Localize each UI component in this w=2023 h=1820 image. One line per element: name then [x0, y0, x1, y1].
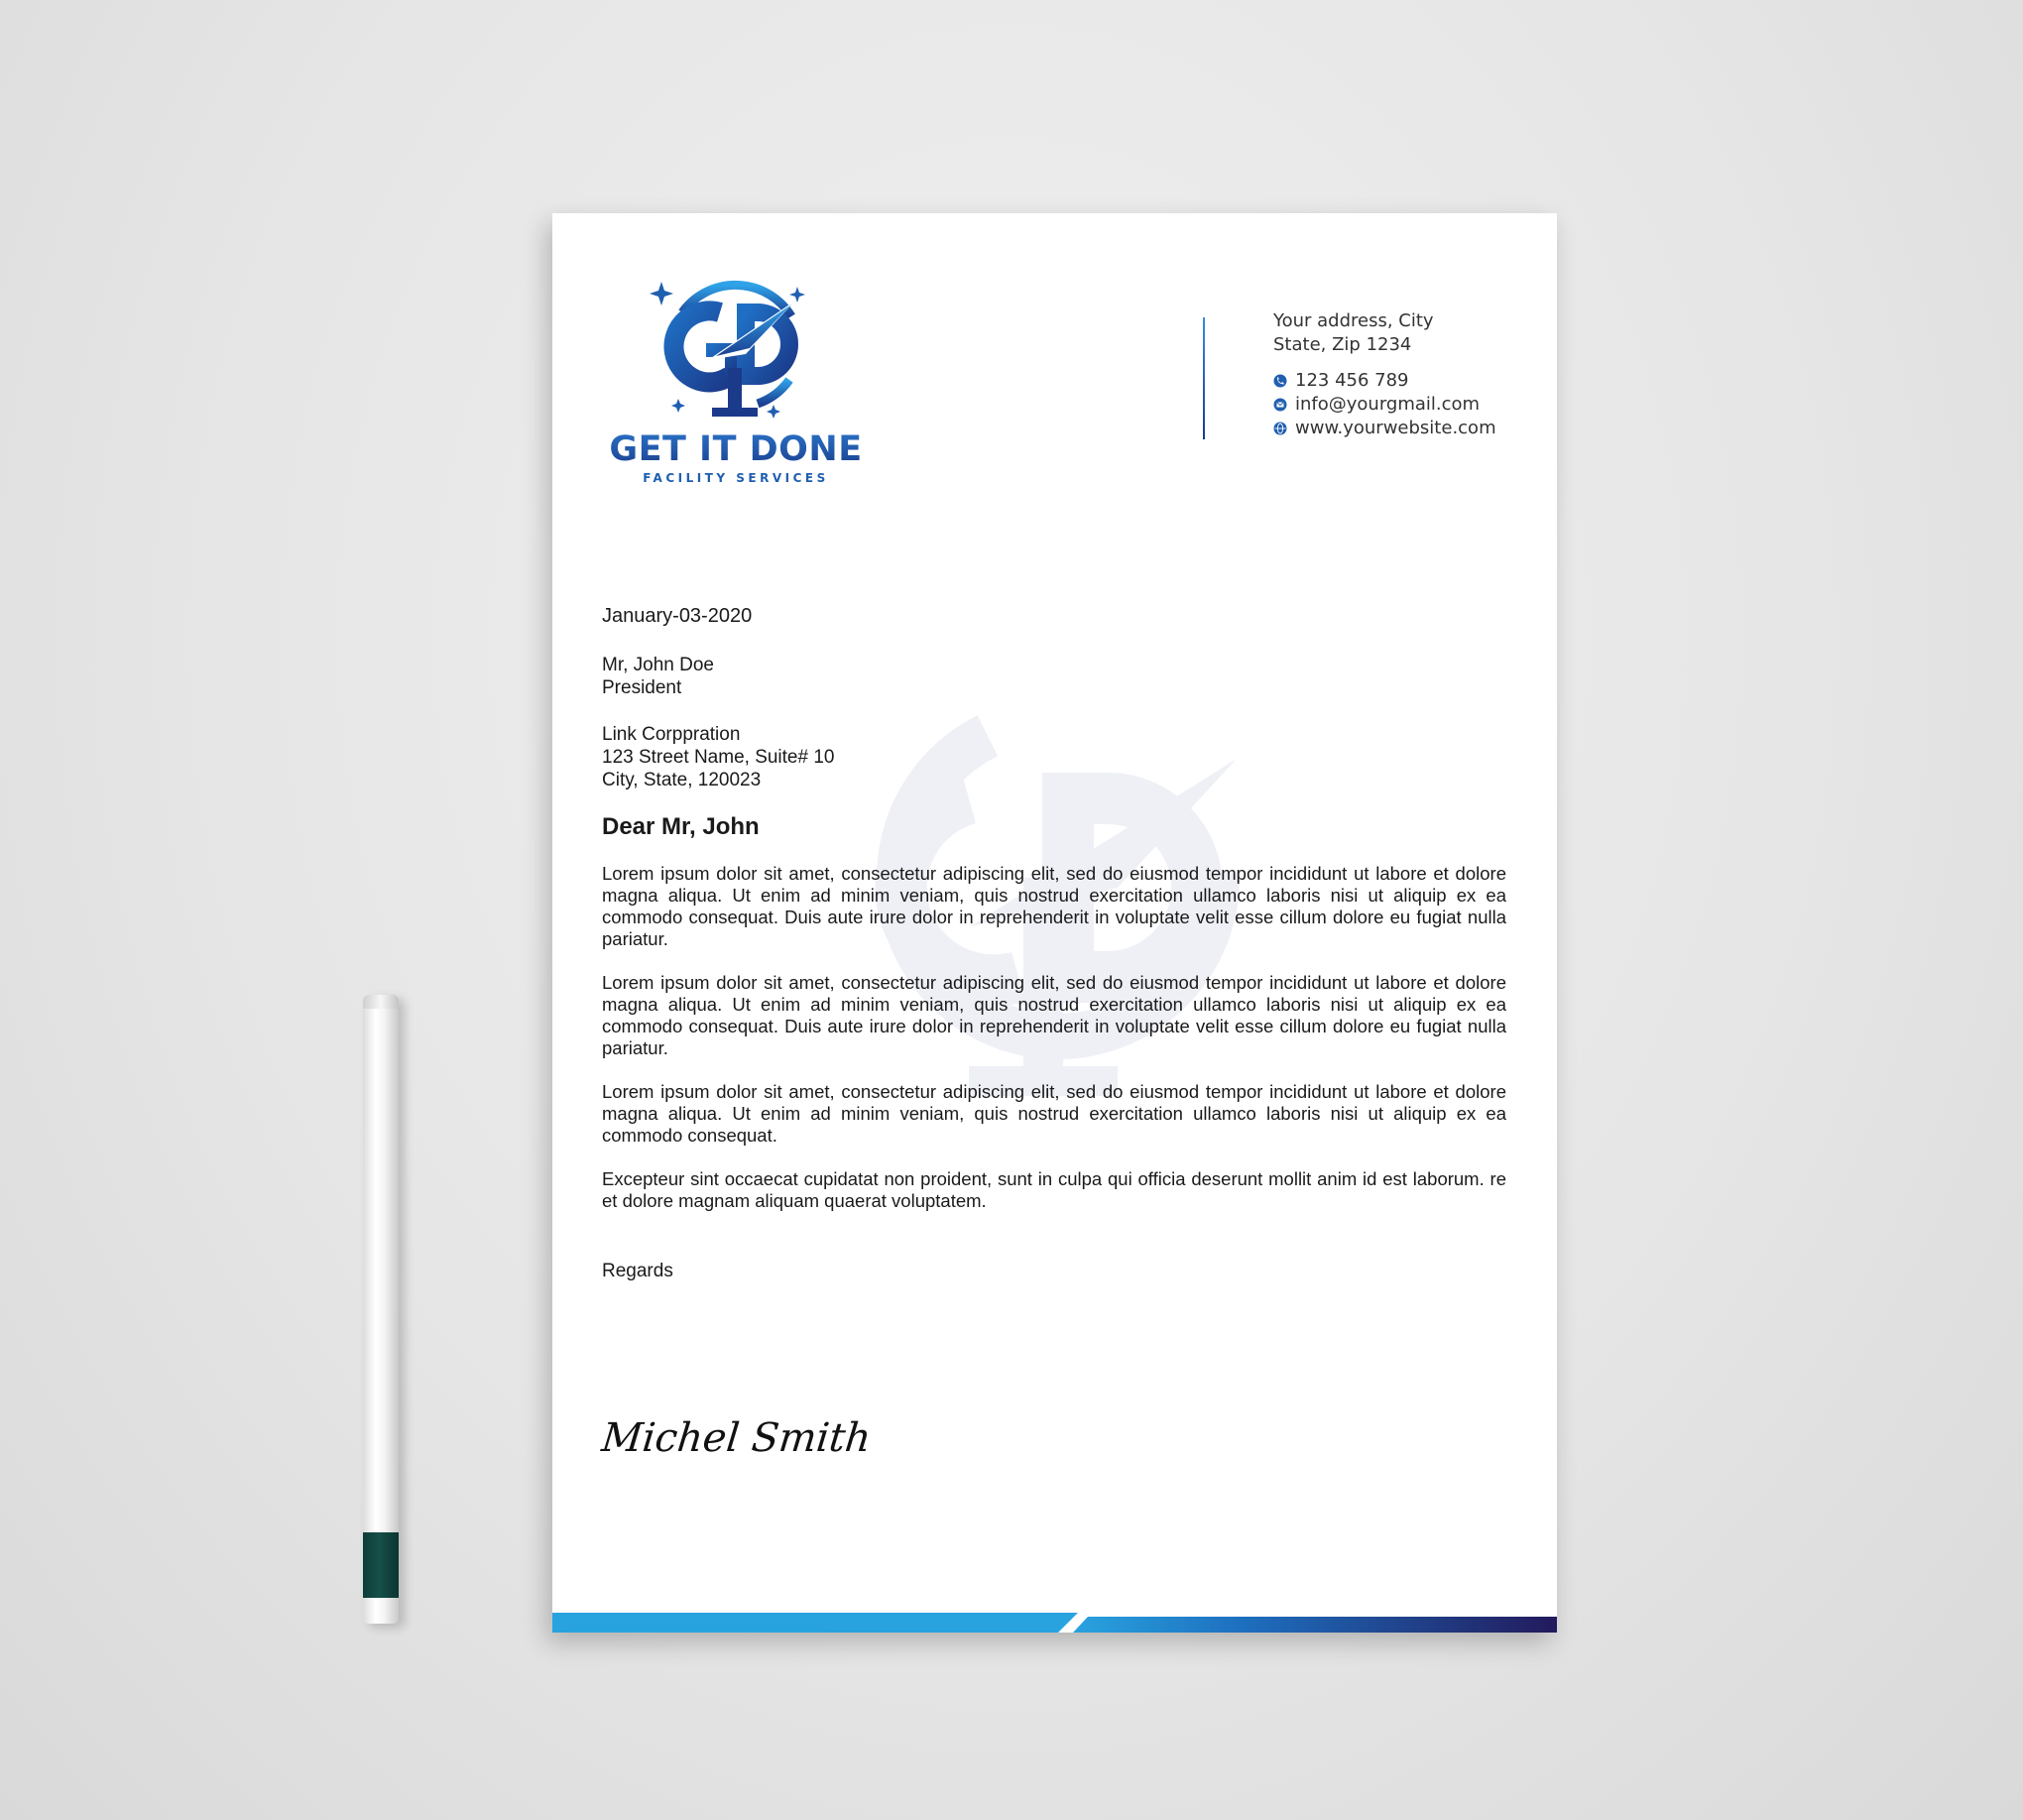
recipient-street: 123 Street Name, Suite# 10 [602, 747, 835, 768]
recipient-block [602, 654, 1506, 699]
website-url: www.yourwebsite.com [1295, 418, 1496, 438]
company-tagline: FACILITY SERVICES [643, 471, 829, 485]
company-logo [602, 273, 870, 491]
website-row [1273, 417, 1496, 440]
pen-cap [363, 995, 399, 1009]
phone-icon [1273, 374, 1287, 388]
phone-row [1273, 369, 1496, 393]
pen [363, 995, 399, 1624]
recipient-company: Link Corppration [602, 724, 741, 745]
pen-band [363, 1532, 399, 1598]
contact-divider [1203, 317, 1205, 439]
address-line-1: Your address, City [1273, 310, 1434, 331]
salutation: Dear Mr, John [602, 813, 760, 840]
recipient-city: City, State, 120023 [602, 770, 762, 790]
email-icon [1273, 398, 1287, 412]
letter-date: January-03-2020 [602, 605, 753, 627]
letter-body [602, 604, 1506, 1283]
globe-icon [1273, 422, 1287, 435]
body-paragraph: Lorem ipsum dolor sit amet, consectetur adipiscing elit, sed do eiusmod tempor incididunt ut labore et dolore magna aliqua. Ut enim ad minim veniam, quis nostrud exercitation ullamco laboris nisi ut aliquip ex ea commodo consequat. Duis aute irure dolor in reprehenderit in voluptate velit esse cillum dolore eu fugiat nulla pariatur. [602, 972, 1506, 1058]
email-address: info@yourgmail.com [1295, 394, 1481, 415]
body-paragraph: Lorem ipsum dolor sit amet, consectetur adipiscing elit, sed do eiusmod tempor incididunt ut labore et dolore magna aliqua. Ut enim ad minim veniam, quis nostrud exercitation ullamco laboris nisi ut aliquip ex ea commodo consequat. [602, 1081, 1506, 1146]
body-paragraph: Lorem ipsum dolor sit amet, consectetur adipiscing elit, sed do eiusmod tempor incididunt ut labore et dolore magna aliqua. Ut enim ad minim veniam, quis nostrud exercitation ullamco laboris nisi ut aliquip ex ea commodo consequat. Duis aute irure dolor in reprehenderit in voluptate velit esse cillum dolore eu fugiat nulla pariatur. [602, 863, 1506, 949]
closing: Regards [602, 1261, 673, 1281]
letterhead-paper [552, 213, 1557, 1633]
body-paragraph: Excepteur sint occaecat cupidatat non proident, sunt in culpa qui officia deserunt mollit anim id est laborum. re et dolore magnam aliquam quaerat voluptatem. [602, 1168, 1506, 1211]
footer-bar [552, 1600, 1557, 1633]
recipient-title: President [602, 677, 682, 698]
email-row [1273, 393, 1496, 417]
company-address-block [602, 723, 1506, 791]
phone-number: 123 456 789 [1295, 370, 1409, 391]
address-line-2: State, Zip 1234 [1273, 334, 1412, 355]
signature: Michel Smith [599, 1415, 874, 1461]
contact-block [1273, 309, 1496, 440]
logo-mark-icon [647, 273, 825, 426]
recipient-name: Mr, John Doe [602, 655, 714, 675]
company-name: GET IT DONE [602, 429, 870, 469]
